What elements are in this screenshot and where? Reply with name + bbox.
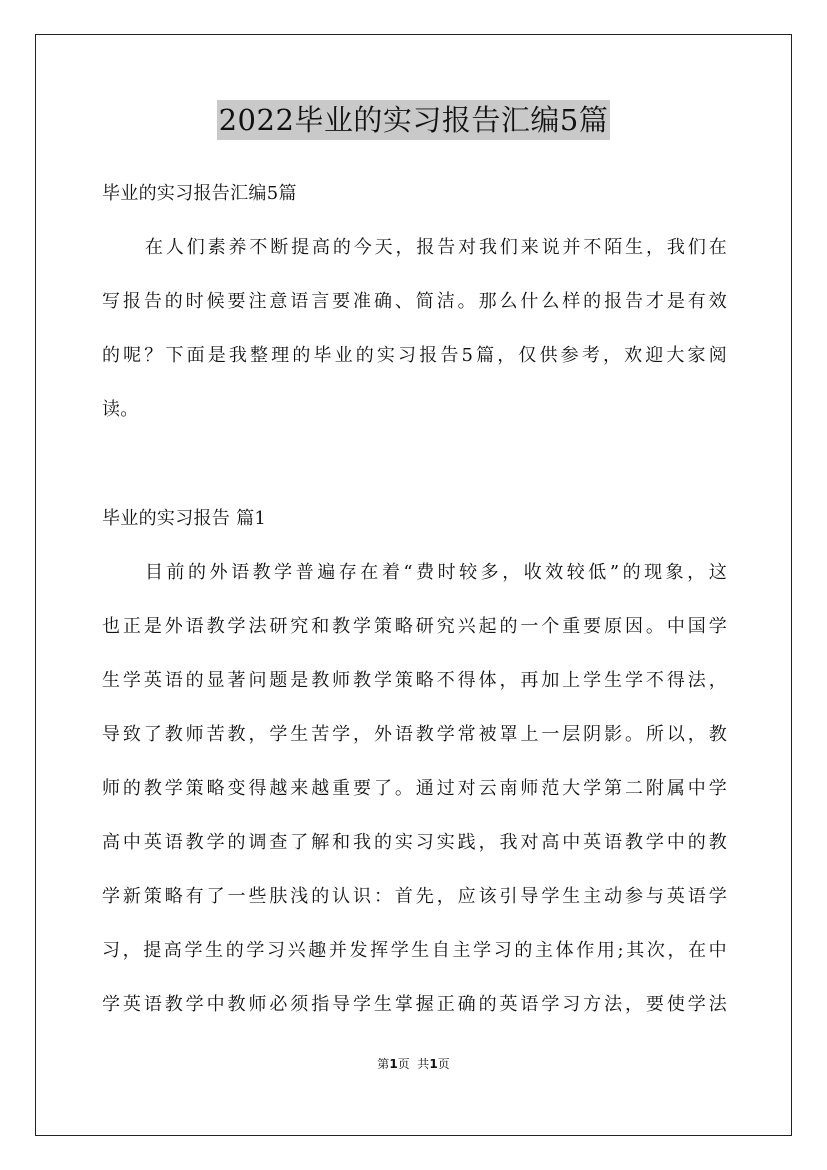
footer-suffix: 页 (437, 1057, 450, 1071)
body-line: 高中英语教学的调查了解和我的实习实践，我对高中英语教学中的教 (102, 832, 727, 853)
title-container (0, 100, 827, 140)
document-title: 2022毕业的实习报告汇编5篇 (217, 100, 611, 140)
footer-total-pages: 1 (429, 1057, 438, 1071)
intro-line: 写报告的时候要注意语言要准确、简洁。那么什么样的报告才是有效 (102, 291, 727, 312)
body-line: 导致了教师苦教，学生苦学，外语教学常被罩上一层阴影。所以，教 (102, 724, 727, 745)
intro-line: 的呢？下面是我整理的毕业的实习报告5篇，仅供参考，欢迎大家阅 (102, 345, 727, 366)
intro-line: 读。 (102, 399, 139, 420)
body-line: 学英语教学中教师必须指导学生掌握正确的英语学习方法，要使学法 (102, 994, 727, 1015)
body-line: 师的教学策略变得越来越重要了。通过对云南师范大学第二附属中学 (102, 778, 727, 799)
intro-line: 在人们素养不断提高的今天，报告对我们来说并不陌生，我们在 (145, 237, 727, 258)
body-line: 也正是外语教学法研究和教学策略研究兴起的一个重要原因。中国学 (102, 616, 727, 637)
document-subtitle: 毕业的实习报告汇编5篇 (102, 183, 297, 204)
body-line: 学新策略有了一些肤浅的认识：首先，应该引导学生主动参与英语学 (102, 886, 727, 907)
body-line: 习，提高学生的学习兴趣并发挥学生自主学习的主体作用;其次，在中 (102, 940, 727, 961)
body-line: 目前的外语教学普遍存在着“费时较多，收效较低”的现象，这 (145, 562, 727, 583)
body-line: 生学英语的显著问题是教师教学策略不得体，再加上学生学不得法， (102, 670, 727, 691)
section-heading: 毕业的实习报告 篇1 (102, 508, 267, 529)
page-footer (0, 1055, 827, 1072)
footer-mid: 页 共 (397, 1057, 430, 1071)
footer-current-page: 1 (389, 1057, 398, 1071)
footer-prefix: 第 (377, 1057, 390, 1071)
